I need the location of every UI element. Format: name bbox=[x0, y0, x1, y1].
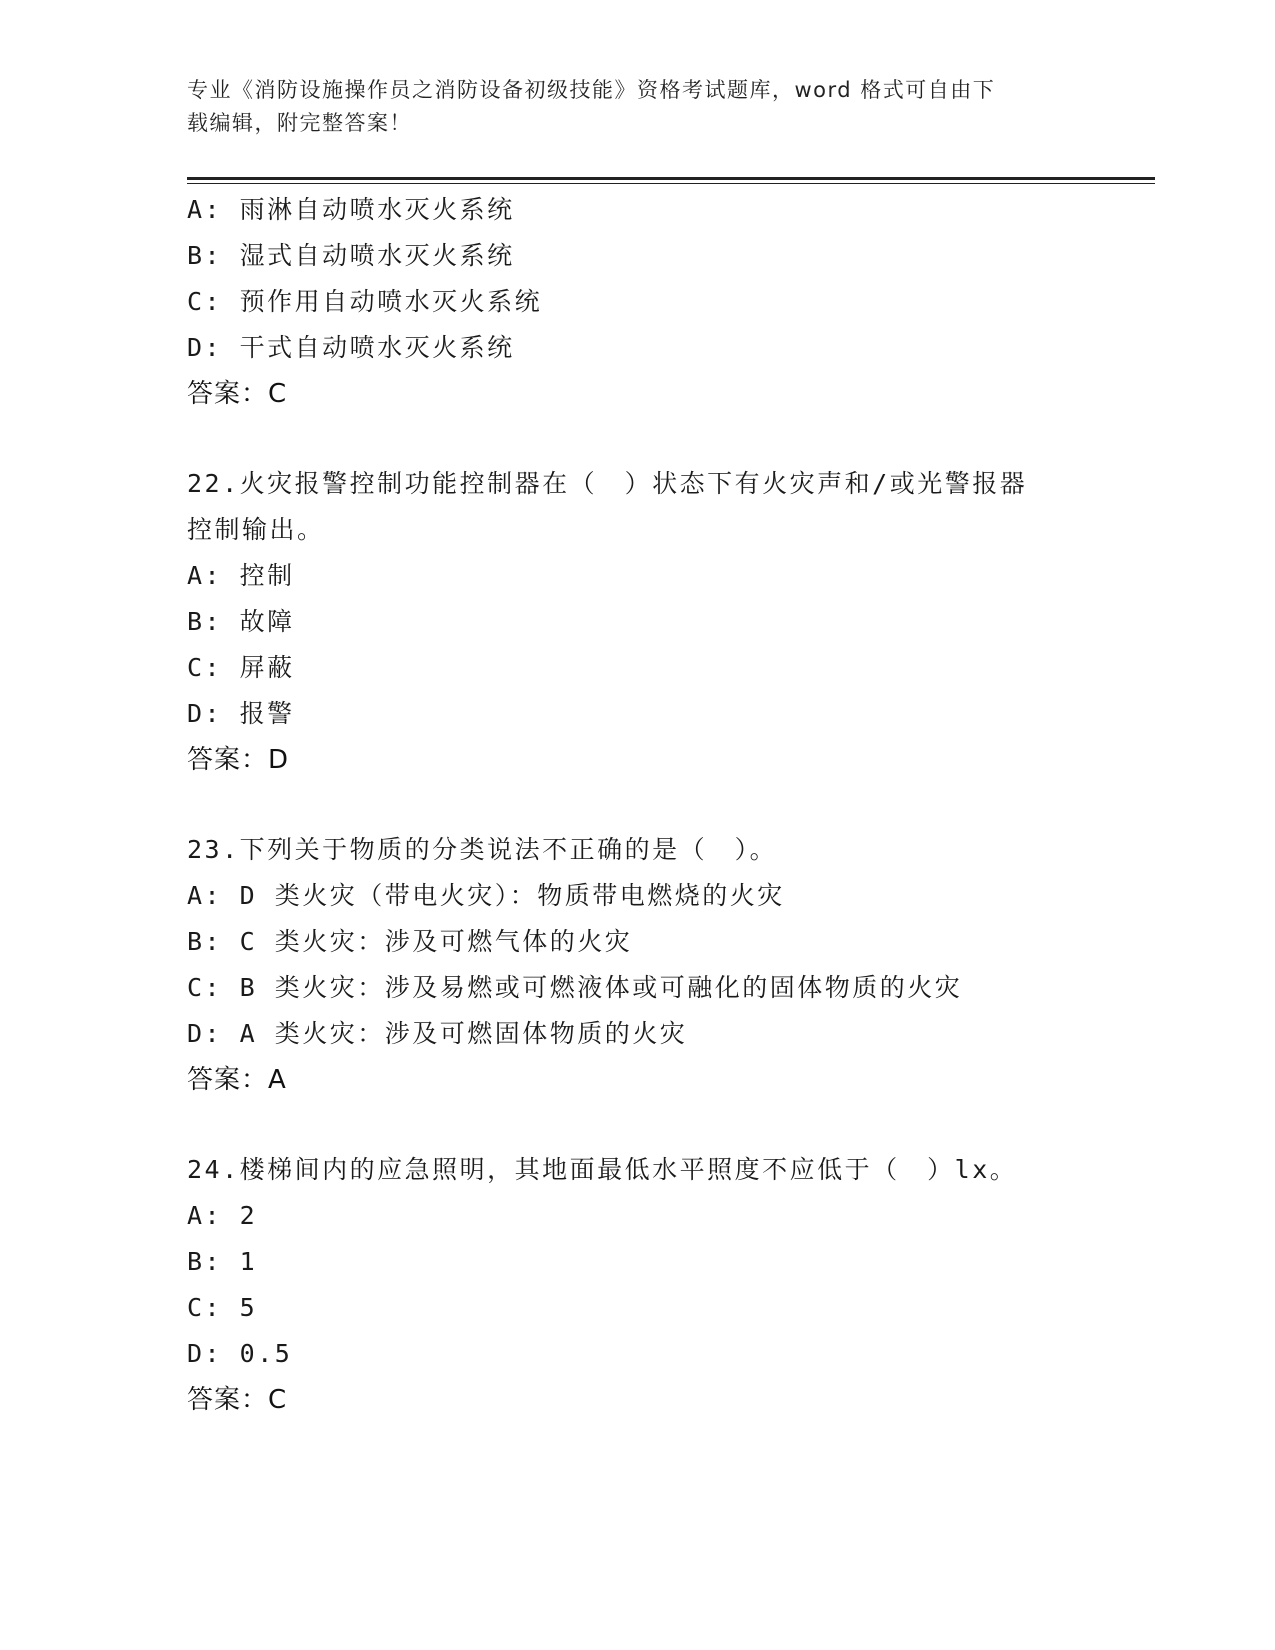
option-a: A: 2 bbox=[187, 1201, 258, 1230]
option-b: B: 湿式自动喷水灭火系统 bbox=[187, 241, 515, 270]
header-divider-thick bbox=[187, 177, 1155, 180]
option-d: D: 报警 bbox=[187, 699, 295, 728]
option-d: D: 0.5 bbox=[187, 1339, 293, 1368]
question-24 bbox=[187, 1147, 1087, 1423]
header-line-1: 专业《消防设施操作员之消防设备初级技能》资格考试题库，word 格式可自由下 bbox=[187, 78, 996, 102]
option-a: A: 控制 bbox=[187, 561, 295, 590]
answer: 答案：C bbox=[187, 1385, 288, 1415]
question-stem: 22.火灾报警控制功能控制器在（ ）状态下有火灾声和/或光警报器 bbox=[187, 469, 1028, 498]
option-d: D: A 类火灾：涉及可燃固体物质的火灾 bbox=[187, 1019, 688, 1048]
option-d: D: 干式自动喷水灭火系统 bbox=[187, 333, 515, 362]
option-b: B: 故障 bbox=[187, 607, 295, 636]
option-c: C: B 类火灾：涉及易燃或可燃液体或可融化的固体物质的火灾 bbox=[187, 973, 963, 1002]
option-c: C: 预作用自动喷水灭火系统 bbox=[187, 287, 543, 316]
option-b: B: 1 bbox=[187, 1247, 258, 1276]
option-c: C: 屏蔽 bbox=[187, 653, 295, 682]
answer: 答案：A bbox=[187, 1065, 287, 1095]
question-21 bbox=[187, 187, 1087, 417]
option-b: B: C 类火灾：涉及可燃气体的火灾 bbox=[187, 927, 633, 956]
question-23 bbox=[187, 827, 1087, 1103]
question-stem: 23.下列关于物质的分类说法不正确的是（ ）。 bbox=[187, 835, 778, 864]
header-divider-thin bbox=[187, 183, 1155, 184]
question-stem-continued: 控制输出。 bbox=[187, 515, 325, 544]
question-list bbox=[187, 187, 1087, 1423]
option-a: A: D 类火灾（带电火灾）：物质带电燃烧的火灾 bbox=[187, 881, 785, 910]
answer: 答案：C bbox=[187, 379, 288, 409]
question-22 bbox=[187, 461, 1087, 783]
option-a: A: 雨淋自动喷水灭火系统 bbox=[187, 195, 515, 224]
answer: 答案：D bbox=[187, 745, 290, 775]
option-c: C: 5 bbox=[187, 1293, 258, 1322]
question-stem: 24.楼梯间内的应急照明，其地面最低水平照度不应低于（ ）lx。 bbox=[187, 1155, 1018, 1184]
header-line-2: 载编辑，附完整答案！ bbox=[187, 111, 412, 135]
document-header bbox=[187, 74, 1067, 140]
